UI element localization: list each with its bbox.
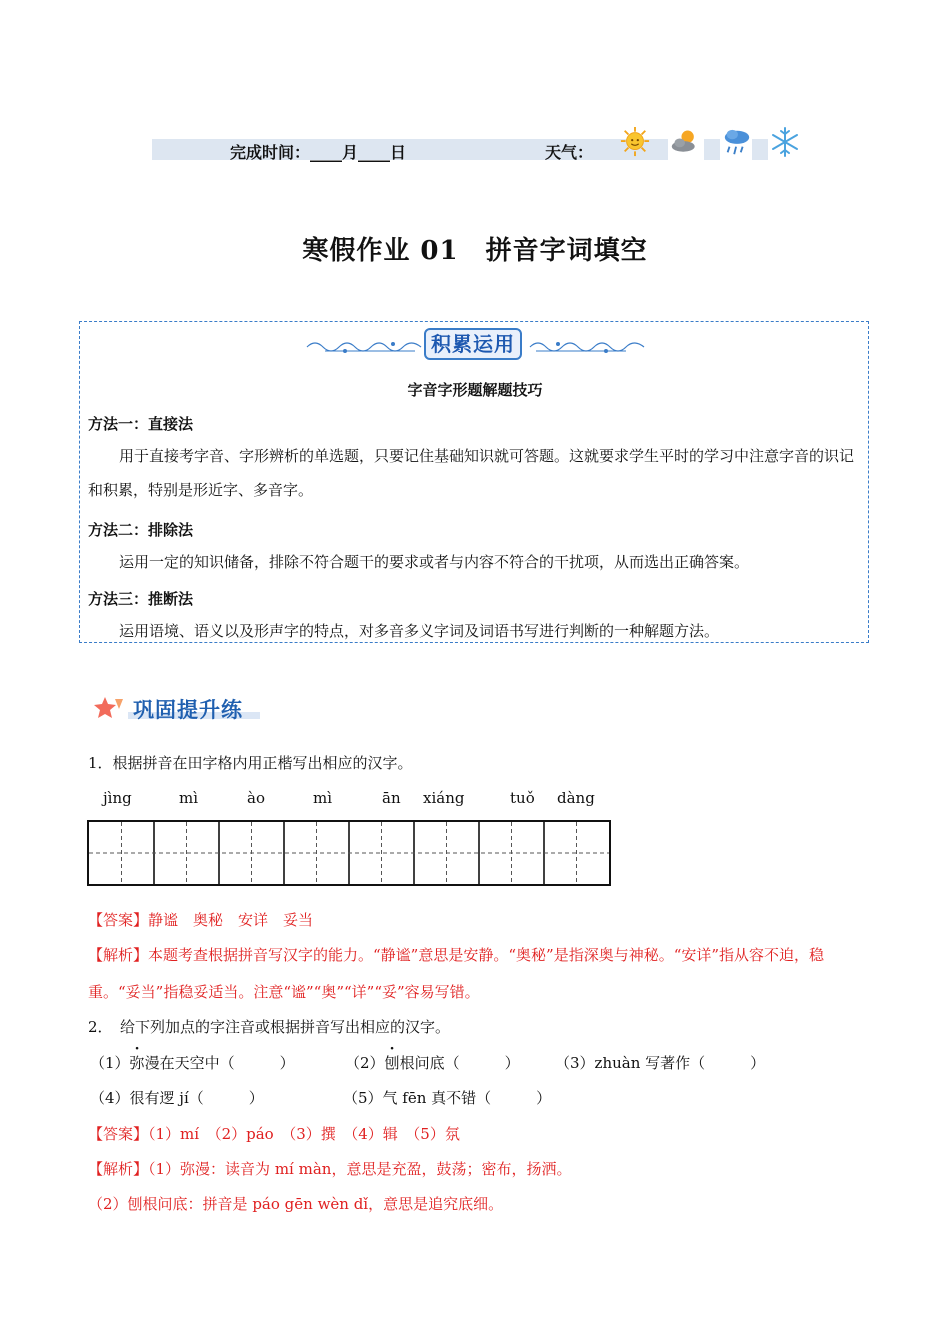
q1-analysis-text: 本题考查根据拼音写汉字的能力。“静谧”意思是安静。“奥秘”是指深奥与神秘。“安详”指从容不迫，稳重。“妥当”指稳妥适当。注意“谧”“奥”“详”“妥”容易写错。 <box>88 946 825 1001</box>
q2-item-1-rest: 漫在天空中（ ） <box>144 1054 295 1072</box>
method-3-heading: 方法三：推断法 <box>88 590 194 608</box>
star-icon <box>93 695 127 721</box>
q1-pinyin-6: xiáng <box>423 789 465 807</box>
q1-pinyin-8: dàng <box>557 789 595 807</box>
q1-pinyin-2: mì <box>179 789 199 807</box>
method-3-text: 运用语境、语义以及形声字的特点，对多音多义字词及词语书写进行判断的一种解题方法。 <box>119 622 720 640</box>
method-1-heading: 方法一：直接法 <box>88 415 194 433</box>
completion-time-label: 完成时间：____月____日 <box>230 143 407 162</box>
q2-answer <box>88 1123 460 1144</box>
q1-pinyin-5: ān <box>382 789 401 807</box>
page-title: 寒假作业 01 拼音字词填空 <box>302 236 648 266</box>
section-title: 巩固提升练 <box>133 698 243 722</box>
q1-analysis <box>88 937 868 1011</box>
knowledge-subtitle: 字音字形题解题技巧 <box>407 381 543 399</box>
q1-pinyin-3: ào <box>247 789 265 807</box>
q2-item-1 <box>90 1052 295 1073</box>
q1-pinyin-4: mì <box>313 789 333 807</box>
q2-answer-text: （1）mí （2）páo （3）撰 （4）辑 （5）氛 <box>148 1125 460 1143</box>
sun-icon <box>620 126 650 158</box>
q2-answer-label: 【答案】 <box>88 1125 149 1143</box>
q2-item-2-dotted-char: 刨 <box>384 1054 400 1072</box>
q2-item-1-dotted-char: 弥 <box>129 1054 145 1072</box>
q2-item-3: （3）zhuàn 写著作（ ） <box>555 1054 766 1072</box>
snowflake-icon <box>770 126 800 158</box>
q2-analysis-2: （2）刨根问底：拼音是 páo gēn wèn dǐ，意思是追究底细。 <box>88 1195 504 1213</box>
q2-item-2 <box>345 1052 520 1073</box>
wave-decoration-right-icon <box>528 336 646 358</box>
q1-pinyin-1: jìng <box>103 789 132 807</box>
q1-answer <box>88 909 313 930</box>
method-1-text: 用于直接考字音、字形辨析的单选题，只要记住基础知识就可答题。这就要求学生平时的学习中注意字音的识记和积累，特别是形近字、多音字。 <box>88 447 855 499</box>
q2-prompt: 2． 给下列加点的字注音或根据拼音写出相应的汉字。 <box>88 1018 451 1036</box>
wave-decoration-left-icon <box>305 336 423 358</box>
q2-analysis-1 <box>88 1158 571 1179</box>
q2-item-1-prefix: （1） <box>90 1054 130 1072</box>
q1-pinyin-7: tuǒ <box>510 789 535 807</box>
q1-answer-label: 【答案】 <box>88 911 149 929</box>
q2-item-2-prefix: （2） <box>345 1054 385 1072</box>
q2-analysis-label: 【解析】 <box>88 1160 149 1178</box>
q1-analysis-label: 【解析】 <box>88 946 149 964</box>
q1-prompt: 1．根据拼音在田字格内用正楷写出相应的汉字。 <box>88 754 413 772</box>
weather-label: 天气： <box>545 143 594 162</box>
q2-item-2-rest: 根问底（ ） <box>399 1054 520 1072</box>
method-2-heading: 方法二：排除法 <box>88 521 194 539</box>
q2-analysis-1-text: （1）弥漫：读音为 mí màn，意思是充盈，鼓荡；密布，扬洒。 <box>148 1160 572 1178</box>
q2-item-5: （5）气 fēn 真不错（ ） <box>343 1089 552 1107</box>
q1-answer-text: 静谧 奥秘 安详 妥当 <box>148 911 314 929</box>
tianzige-grid[interactable] <box>87 820 611 886</box>
partly-cloudy-icon <box>670 126 700 158</box>
grid-lines <box>89 822 609 884</box>
accumulation-badge: 积累运用 <box>424 328 522 360</box>
q2-item-4: （4）很有逻 jí（ ） <box>90 1089 264 1107</box>
method-2-text: 运用一定的知识储备，排除不符合题干的要求或者与内容不符合的干扰项，从而选出正确答案。 <box>119 553 750 571</box>
rain-icon <box>722 126 752 158</box>
